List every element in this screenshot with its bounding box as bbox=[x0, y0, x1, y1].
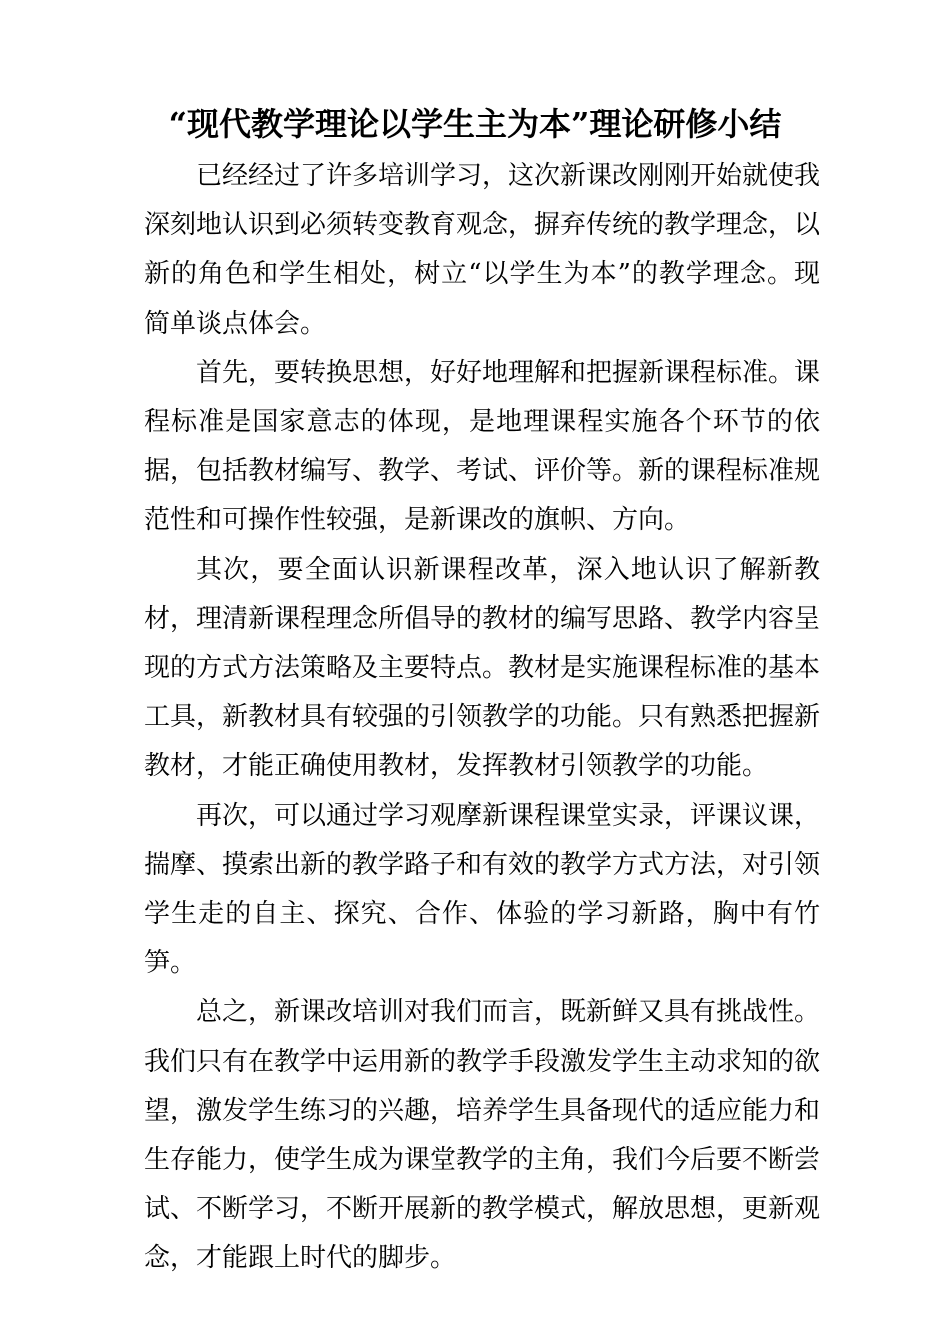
paragraph-first: 首先，要转换思想，好好地理解和把握新课程标准。课程标准是国家意志的体现，是地理课程实施各个环节的依据，包括教材编写、教学、考试、评价等。新的课程标准规范性和可操作性较强，是新课改的旗帜、方向。 bbox=[144, 357, 821, 536]
paragraph-intro: 已经经过了许多培训学习，这次新课改刚刚开始就使我深刻地认识到必须转变教育观念，摒弃传统的教学理念，以新的角色和学生相处，树立“以学生为本”的教学理念。现简单谈点体会。 bbox=[144, 161, 821, 339]
paragraph-conclusion: 总之，新课改培训对我们而言，既新鲜又具有挑战性。我们只有在教学中运用新的教学手段激发学生主动求知的欲望，激发学生练习的兴趣，培养学生具备现代的适应能力和生存能力，使学生成为课堂教学的主角，我们今后要不断尝试、不断学习，不断开展新的教学模式，解放思想，更新观念，才能跟上时代的脚步。 bbox=[144, 997, 821, 1274]
paragraph-third: 再次，可以通过学习观摩新课程课堂实录，评课议课，揣摩、摸索出新的教学路子和有效的教学方式方法，对引领学生走的自主、探究、合作、体验的学习新路，胸中有竹笋。 bbox=[144, 800, 821, 979]
paragraph-second: 其次，要全面认识新课程改革，深入地认识了解新教材，理清新课程理念所倡导的教材的编写思路、教学内容呈现的方式方法策略及主要特点。教材是实施课程标准的基本工具，新教材具有较强的引领教学的功能。只有熟悉把握新教材，才能正确使用教材，发挥教材引领教学的功能。 bbox=[144, 554, 821, 782]
document-title: “现代教学理论以学生主为本”理论研修小结 bbox=[168, 105, 782, 143]
document-body bbox=[144, 152, 820, 1284]
